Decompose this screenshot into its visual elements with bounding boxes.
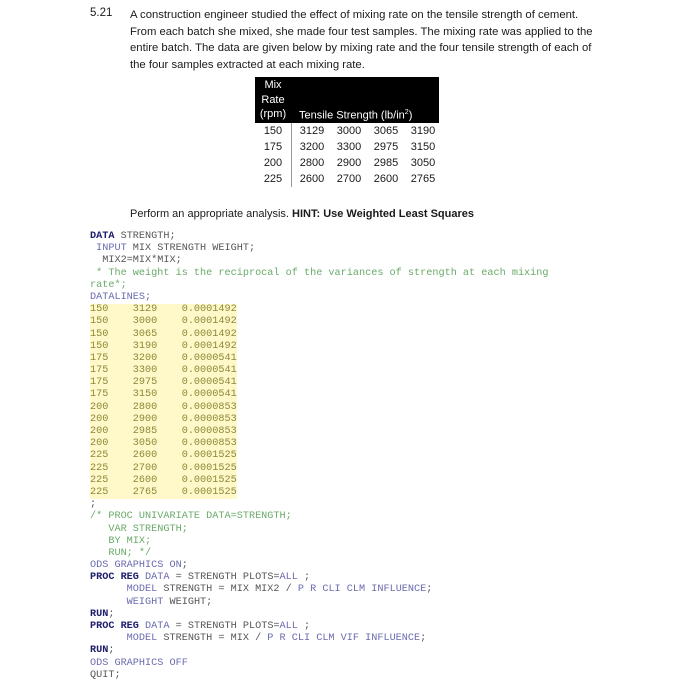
code-option: WEIGHT <box>90 596 164 608</box>
code-line <box>90 255 549 267</box>
code-text: ; <box>108 645 115 657</box>
strength-cell: 3129 <box>299 125 325 137</box>
mix-rate-cell: 150 <box>255 123 292 139</box>
code-option: INPUT <box>90 243 127 255</box>
code-text: ; <box>108 608 115 620</box>
code-comment: /* PROC UNIVARIATE DATA=STRENGTH; <box>90 511 292 523</box>
table-row <box>255 139 440 155</box>
dataline <box>90 353 237 365</box>
table-row <box>255 123 440 139</box>
strength-cell: 3190 <box>410 125 436 137</box>
code-data: 175 2975 0.0000541 <box>90 377 237 389</box>
code-text: ; <box>181 560 188 572</box>
strength-cell: 2765 <box>410 173 436 185</box>
dataline <box>90 304 237 316</box>
code-comment: VAR STRENGTH; <box>90 523 188 535</box>
code-option: ALL <box>279 621 298 632</box>
code-line <box>90 658 549 670</box>
code-data: 175 3150 0.0000541 <box>90 389 237 401</box>
code-text: = STRENGTH PLOTS= <box>169 621 280 632</box>
problem-statement <box>130 7 593 73</box>
code-text: ; <box>297 572 311 584</box>
code-text: MIX2=MIX*MIX; <box>90 255 182 267</box>
code-option: DATA <box>138 621 170 632</box>
code-data: 175 3300 0.0000541 <box>90 365 237 377</box>
code-line <box>90 621 549 633</box>
strength-cell: 2700 <box>336 173 362 185</box>
dataline <box>90 402 237 414</box>
code-text: MIX STRENGTH WEIGHT; <box>126 243 256 255</box>
code-data: 225 2600 0.0001525 <box>90 450 237 462</box>
code-data: 225 2700 0.0001525 <box>90 462 237 474</box>
code-line <box>90 645 549 657</box>
dataline <box>90 438 237 450</box>
strength-cell: 3300 <box>336 141 362 153</box>
code-option: DATA <box>138 572 170 584</box>
code-line <box>90 499 549 511</box>
code-text: ; <box>90 499 97 511</box>
code-keyword: DATA <box>90 231 115 242</box>
code-line <box>90 572 549 584</box>
header-text: (rpm) <box>259 108 287 120</box>
dataline <box>90 389 237 401</box>
problem-line: A construction engineer studied the effect of mixing rate on the tensile strength of cement. <box>130 9 579 21</box>
code-keyword: PROC REG <box>90 621 139 632</box>
mix-rate-cell: 225 <box>255 171 292 187</box>
code-data: 225 2600 0.0001525 <box>90 474 237 486</box>
problem-number: 5.21 <box>90 7 113 19</box>
dataline <box>90 487 237 499</box>
strength-cell: 2900 <box>336 157 362 169</box>
dataline <box>90 365 237 377</box>
dataline <box>90 450 237 462</box>
strength-cell: 3050 <box>410 157 436 169</box>
problem-line: From each batch she mixed, she made four test samples. The mixing rate was applied to the <box>130 25 593 38</box>
code-line <box>90 524 549 536</box>
dataline <box>90 414 237 426</box>
code-option: MODEL <box>90 633 158 645</box>
code-line <box>90 584 549 596</box>
dataline <box>90 341 237 353</box>
code-line <box>90 633 549 645</box>
code-option: ODS GRAPHICS OFF <box>90 657 188 669</box>
code-text: QUIT; <box>90 669 121 681</box>
header-tensile-strength <box>299 109 412 122</box>
code-option: ALL <box>279 572 298 584</box>
problem-line: entire batch. The data are given below by mixing rate and the four tensile strength of each of <box>130 42 592 55</box>
header-text: Rate <box>261 93 285 106</box>
strength-cell: 2985 <box>373 157 399 169</box>
dataline <box>90 475 237 487</box>
code-text: STRENGTH = MIX / <box>157 633 268 645</box>
strength-cell: 3065 <box>373 125 399 137</box>
code-data: 150 3000 0.0001492 <box>90 316 237 328</box>
instruction-text: Perform an appropriate analysis. <box>130 208 293 220</box>
code-data: 200 2900 0.0000853 <box>90 413 237 425</box>
code-text: ; <box>420 633 427 645</box>
code-keyword: PROC REG <box>90 572 139 584</box>
code-line <box>90 597 549 609</box>
code-option: DATALINES; <box>90 291 152 303</box>
code-line <box>90 548 549 560</box>
code-data: 150 3129 0.0001492 <box>90 304 237 316</box>
table-body <box>255 123 440 187</box>
strength-cell: 3200 <box>299 141 325 153</box>
code-text: STRENGTH = MIX MIX2 / <box>157 584 298 596</box>
mix-rate-cell: 175 <box>255 139 292 155</box>
code-line <box>90 609 549 621</box>
code-data: 200 2800 0.0000853 <box>90 401 237 413</box>
code-text: ; <box>426 584 433 596</box>
code-comment: RUN; */ <box>90 547 152 559</box>
strength-cell: 2800 <box>299 157 325 169</box>
code-line <box>90 670 549 682</box>
code-option: ODS GRAPHICS ON <box>90 560 182 572</box>
code-line <box>90 280 549 292</box>
code-comment: * The weight is the reciprocal of the variances of strength at each mixing <box>90 267 549 279</box>
sas-code-listing <box>90 231 549 682</box>
problem-line: the four samples extracted at each mixing rate. <box>130 58 365 71</box>
code-option: MODEL <box>90 584 158 596</box>
code-line <box>90 231 549 243</box>
code-line <box>90 536 549 548</box>
code-line <box>90 243 549 255</box>
code-option: P R CLI CLM INFLUENCE <box>297 584 427 596</box>
code-data: 200 3050 0.0000853 <box>90 438 237 450</box>
header-text: Tensile Strength (lb/in <box>299 110 405 122</box>
code-line <box>90 560 549 572</box>
code-keyword: RUN <box>90 645 109 657</box>
code-line <box>90 511 549 523</box>
code-data: 150 3065 0.0001492 <box>90 328 237 340</box>
mix-rate-cell: 200 <box>255 155 292 171</box>
strength-cell: 2600 <box>299 173 325 185</box>
code-line <box>90 268 549 280</box>
code-option: P R CLI CLM VIF INFLUENCE <box>267 633 421 645</box>
code-data: 175 3200 0.0000541 <box>90 352 237 364</box>
instruction <box>130 208 474 220</box>
table-row <box>255 155 440 171</box>
code-comment: rate*; <box>90 279 127 291</box>
code-data: 200 2985 0.0000853 <box>90 426 237 437</box>
table-row <box>255 171 440 187</box>
header-text: ) <box>408 110 413 122</box>
code-data: 225 2765 0.0001525 <box>90 486 237 498</box>
code-line <box>90 292 549 304</box>
header-mix-rate <box>255 78 291 122</box>
strength-cell: 2975 <box>373 141 399 153</box>
header-text: Mix <box>264 79 282 91</box>
code-data: 150 3190 0.0001492 <box>90 340 237 352</box>
hint-text: HINT: Use Weighted Least Squares <box>292 208 474 220</box>
code-comment: BY MIX; <box>90 535 152 547</box>
strength-cell: 2600 <box>373 173 399 185</box>
dataline <box>90 316 237 328</box>
strength-cell: 3150 <box>410 141 436 153</box>
code-text: WEIGHT; <box>163 596 213 608</box>
code-text: STRENGTH; <box>114 231 176 242</box>
strength-cell: 3000 <box>336 125 362 137</box>
dataline <box>90 377 237 389</box>
dataline <box>90 426 237 438</box>
table-header <box>255 77 439 123</box>
header-sup: 2 <box>404 109 409 117</box>
code-text: = STRENGTH PLOTS= <box>169 572 280 584</box>
code-keyword: RUN <box>90 608 109 620</box>
data-table <box>255 77 440 187</box>
dataline <box>90 329 237 341</box>
dataline <box>90 463 237 475</box>
code-text: ; <box>297 621 311 632</box>
